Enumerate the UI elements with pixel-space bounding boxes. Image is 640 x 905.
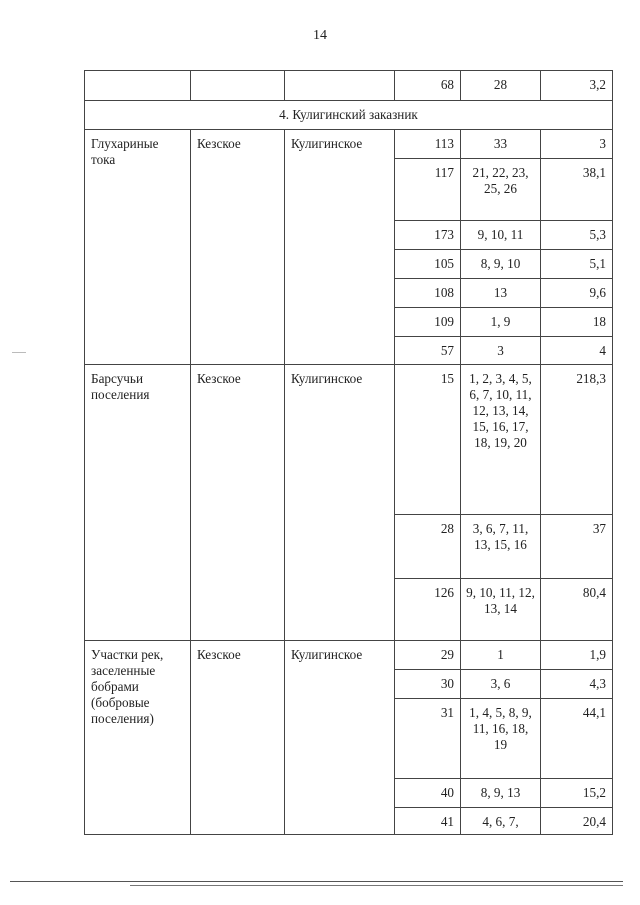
quarter-cell: 113	[395, 130, 461, 159]
quarter-cell: 31	[395, 699, 461, 779]
category-cell: Глухариные тока	[85, 130, 191, 365]
plots-cell: 1, 9	[461, 308, 541, 337]
table-row	[85, 365, 613, 515]
quarter-cell: 15	[395, 365, 461, 515]
area-cell: 4	[541, 337, 613, 365]
plots-cell: 3	[461, 337, 541, 365]
category-cell: Барсучьи поселения	[85, 365, 191, 641]
area-cell: 218,3	[541, 365, 613, 515]
plots-cell: 13	[461, 279, 541, 308]
area-cell: 5,1	[541, 250, 613, 279]
quarter-cell: 28	[395, 515, 461, 579]
area-cell: 9,6	[541, 279, 613, 308]
quarter-cell: 117	[395, 159, 461, 221]
district-cell: Кулигинское	[285, 130, 395, 365]
plots-cell: 28	[461, 71, 541, 101]
quarter-cell: 29	[395, 641, 461, 670]
plots-cell: 1, 2, 3, 4, 5, 6, 7, 10, 11, 12, 13, 14, 15, 16, 17, 18, 19, 20	[461, 365, 541, 515]
area-cell: 3,2	[541, 71, 613, 101]
area-cell: 5,3	[541, 221, 613, 250]
area-cell: 80,4	[541, 579, 613, 641]
district-cell: Кулигинское	[285, 365, 395, 641]
plots-cell: 4, 6, 7,	[461, 808, 541, 835]
plots-cell: 1	[461, 641, 541, 670]
plots-cell: 1, 4, 5, 8, 9, 11, 16, 18, 19	[461, 699, 541, 779]
table-row	[85, 71, 613, 101]
scan-edge-line	[130, 885, 623, 886]
area-cell: 4,3	[541, 670, 613, 699]
table-cell-empty	[285, 71, 395, 101]
quarter-cell: 173	[395, 221, 461, 250]
area-cell: 38,1	[541, 159, 613, 221]
quarter-cell: 126	[395, 579, 461, 641]
quarter-cell: 40	[395, 779, 461, 808]
area-cell: 18	[541, 308, 613, 337]
forestry-cell: Кезское	[191, 130, 285, 365]
category-cell: Участки рек, заселенные бобрами (бобровые поселения)	[85, 641, 191, 835]
protected-areas-table	[84, 70, 613, 835]
quarter-cell: 68	[395, 71, 461, 101]
area-cell: 15,2	[541, 779, 613, 808]
plots-cell: 9, 10, 11, 12, 13, 14	[461, 579, 541, 641]
table-row	[85, 130, 613, 159]
section-row	[85, 101, 613, 130]
table-cell-empty	[191, 71, 285, 101]
area-cell: 44,1	[541, 699, 613, 779]
plots-cell: 8, 9, 13	[461, 779, 541, 808]
quarter-cell: 57	[395, 337, 461, 365]
page-number: 14	[313, 28, 327, 43]
area-cell: 20,4	[541, 808, 613, 835]
margin-mark	[12, 352, 26, 353]
area-cell: 3	[541, 130, 613, 159]
quarter-cell: 109	[395, 308, 461, 337]
plots-cell: 21, 22, 23, 25, 26	[461, 159, 541, 221]
plots-cell: 9, 10, 11	[461, 221, 541, 250]
area-cell: 1,9	[541, 641, 613, 670]
table-cell-empty	[85, 71, 191, 101]
area-cell: 37	[541, 515, 613, 579]
section-title: 4. Кулигинский заказник	[85, 101, 613, 130]
scan-edge-line	[10, 881, 623, 882]
quarter-cell: 30	[395, 670, 461, 699]
quarter-cell: 105	[395, 250, 461, 279]
plots-cell: 33	[461, 130, 541, 159]
district-cell: Кулигинское	[285, 641, 395, 835]
quarter-cell: 108	[395, 279, 461, 308]
table-row	[85, 641, 613, 670]
plots-cell: 3, 6	[461, 670, 541, 699]
quarter-cell: 41	[395, 808, 461, 835]
forestry-cell: Кезское	[191, 365, 285, 641]
plots-cell: 8, 9, 10	[461, 250, 541, 279]
plots-cell: 3, 6, 7, 11, 13, 15, 16	[461, 515, 541, 579]
forestry-cell: Кезское	[191, 641, 285, 835]
